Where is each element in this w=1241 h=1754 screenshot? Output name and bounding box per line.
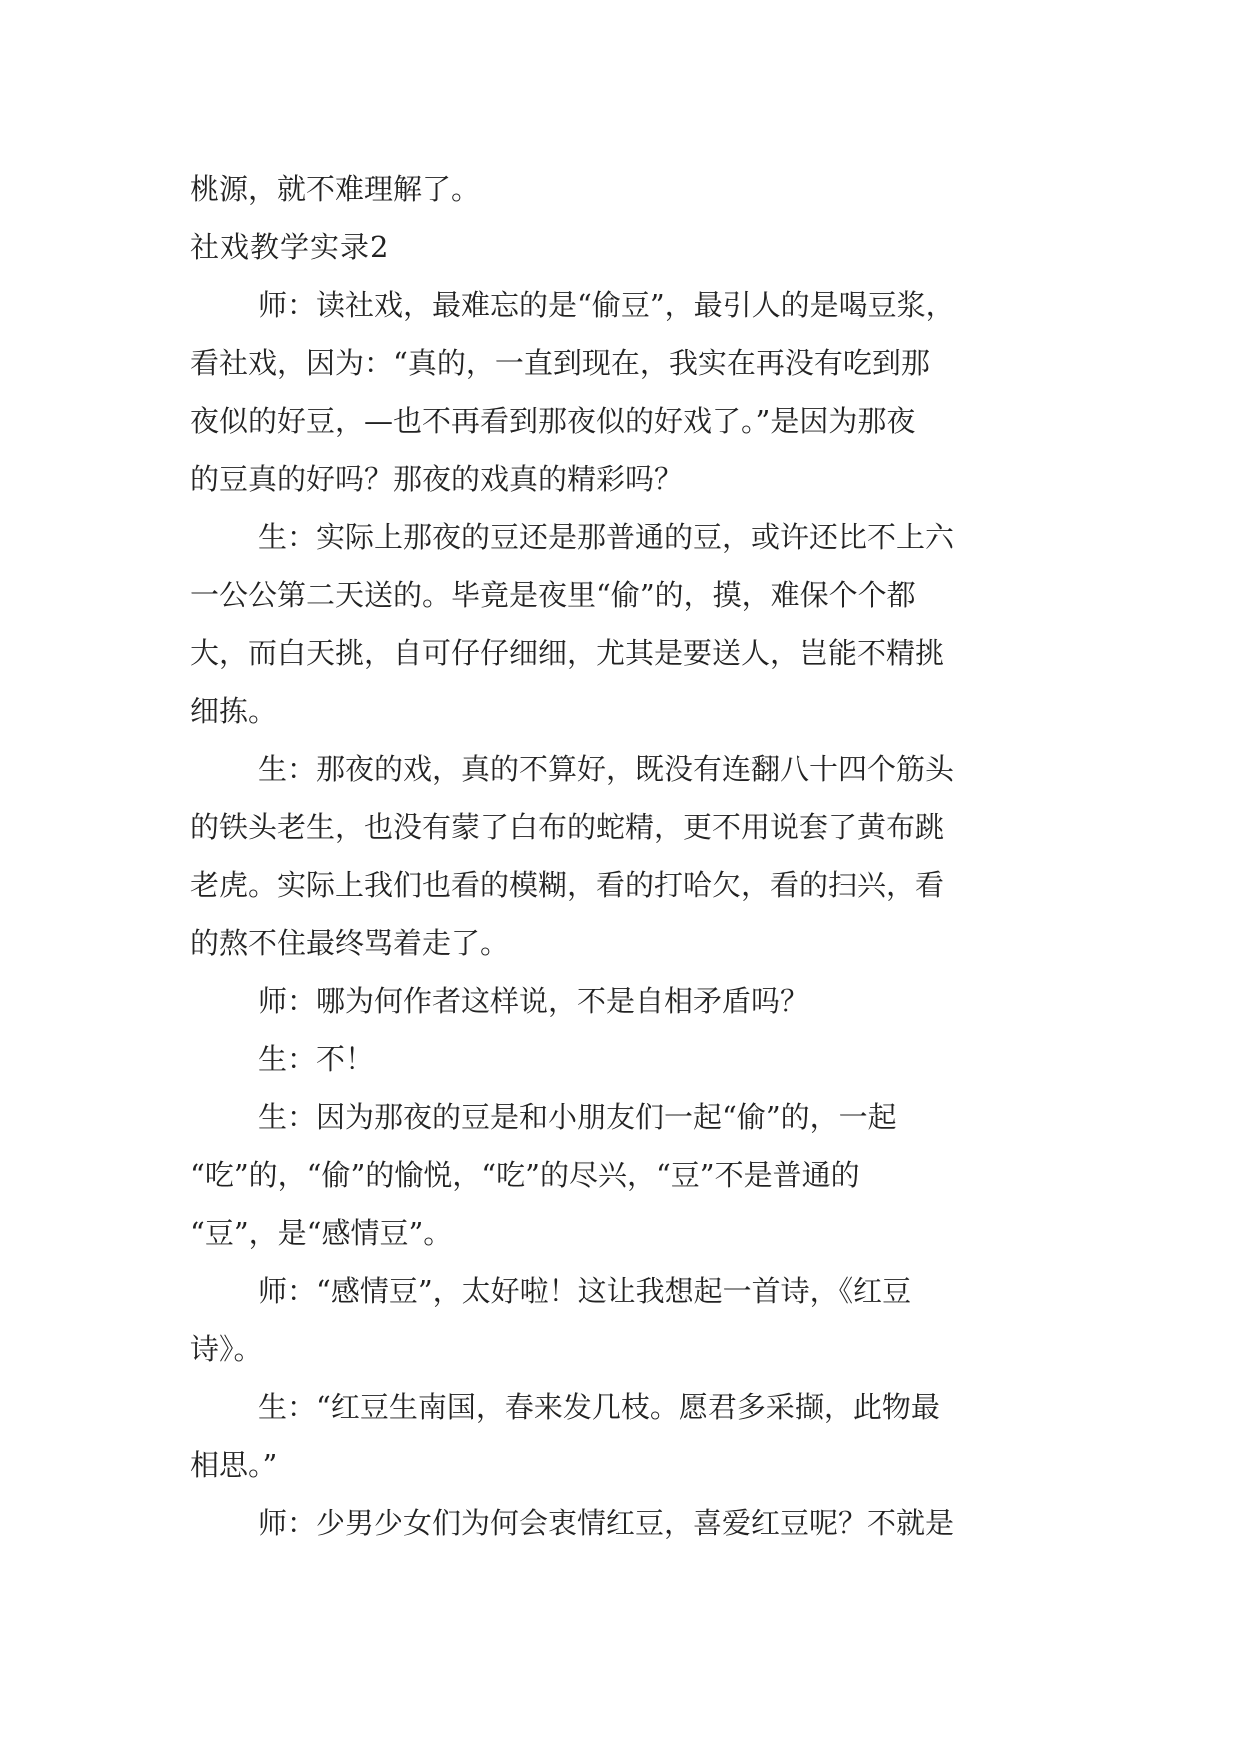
text-line: 一公公第二天送的。毕竟是夜里“偷”的，摸，难保个个都: [190, 578, 916, 612]
text-line: 相思。”: [190, 1448, 278, 1482]
document-page: [190, 160, 1060, 1552]
text-line: “吃”的，“偷”的愉悦，“吃”的尽兴，“豆”不是普通的: [190, 1158, 860, 1192]
paragraph-first-line: 师：少男少女们为何会衷情红豆，喜爱红豆呢？不就是: [258, 1506, 955, 1540]
text-line: 的熬不住最终骂着走了。: [190, 926, 510, 960]
paragraph-first-line: 师：读社戏，最难忘的是“偷豆”，最引人的是喝豆浆，: [258, 288, 955, 322]
text-line: “豆”，是“感情豆”。: [190, 1216, 453, 1250]
text-line: 夜似的好豆，—也不再看到那夜似的好戏了。”是因为那夜: [190, 404, 916, 438]
text-line: 细拣。: [190, 694, 278, 728]
paragraph-first-line: 生：实际上那夜的豆还是那普通的豆，或许还比不上六: [258, 520, 955, 554]
text-line: 的铁头老生，也没有蒙了白布的蛇精，更不用说套了黄布跳: [190, 810, 945, 844]
section-heading: 社戏教学实录2: [190, 230, 390, 264]
text-line: 的豆真的好吗？那夜的戏真的精彩吗？: [190, 462, 684, 496]
text-line: 看社戏，因为：“真的，一直到现在，我实在再没有吃到那: [190, 346, 930, 380]
text-line: 大，而白天挑，自可仔仔细细，尤其是要送人，岂能不精挑: [190, 636, 945, 670]
paragraph-first-line: 生：因为那夜的豆是和小朋友们一起“偷”的，一起: [258, 1100, 897, 1134]
text-line: 诗》。: [190, 1332, 263, 1366]
text-line: 老虎。实际上我们也看的模糊，看的打哈欠，看的扫兴，看: [190, 868, 945, 902]
paragraph-first-line: 师：“感情豆”，太好啦！这让我想起一首诗，《红豆: [258, 1274, 912, 1308]
paragraph-first-line: 生：“红豆生南国，春来发几枝。愿君多采撷，此物最: [258, 1390, 940, 1424]
paragraph-first-line: 师：哪为何作者这样说，不是自相矛盾吗？: [258, 984, 810, 1018]
text-line: 桃源，就不难理解了。: [190, 172, 481, 206]
paragraph-first-line: 生：不！: [258, 1042, 375, 1076]
paragraph-first-line: 生：那夜的戏，真的不算好，既没有连翻八十四个筋头: [258, 752, 955, 786]
